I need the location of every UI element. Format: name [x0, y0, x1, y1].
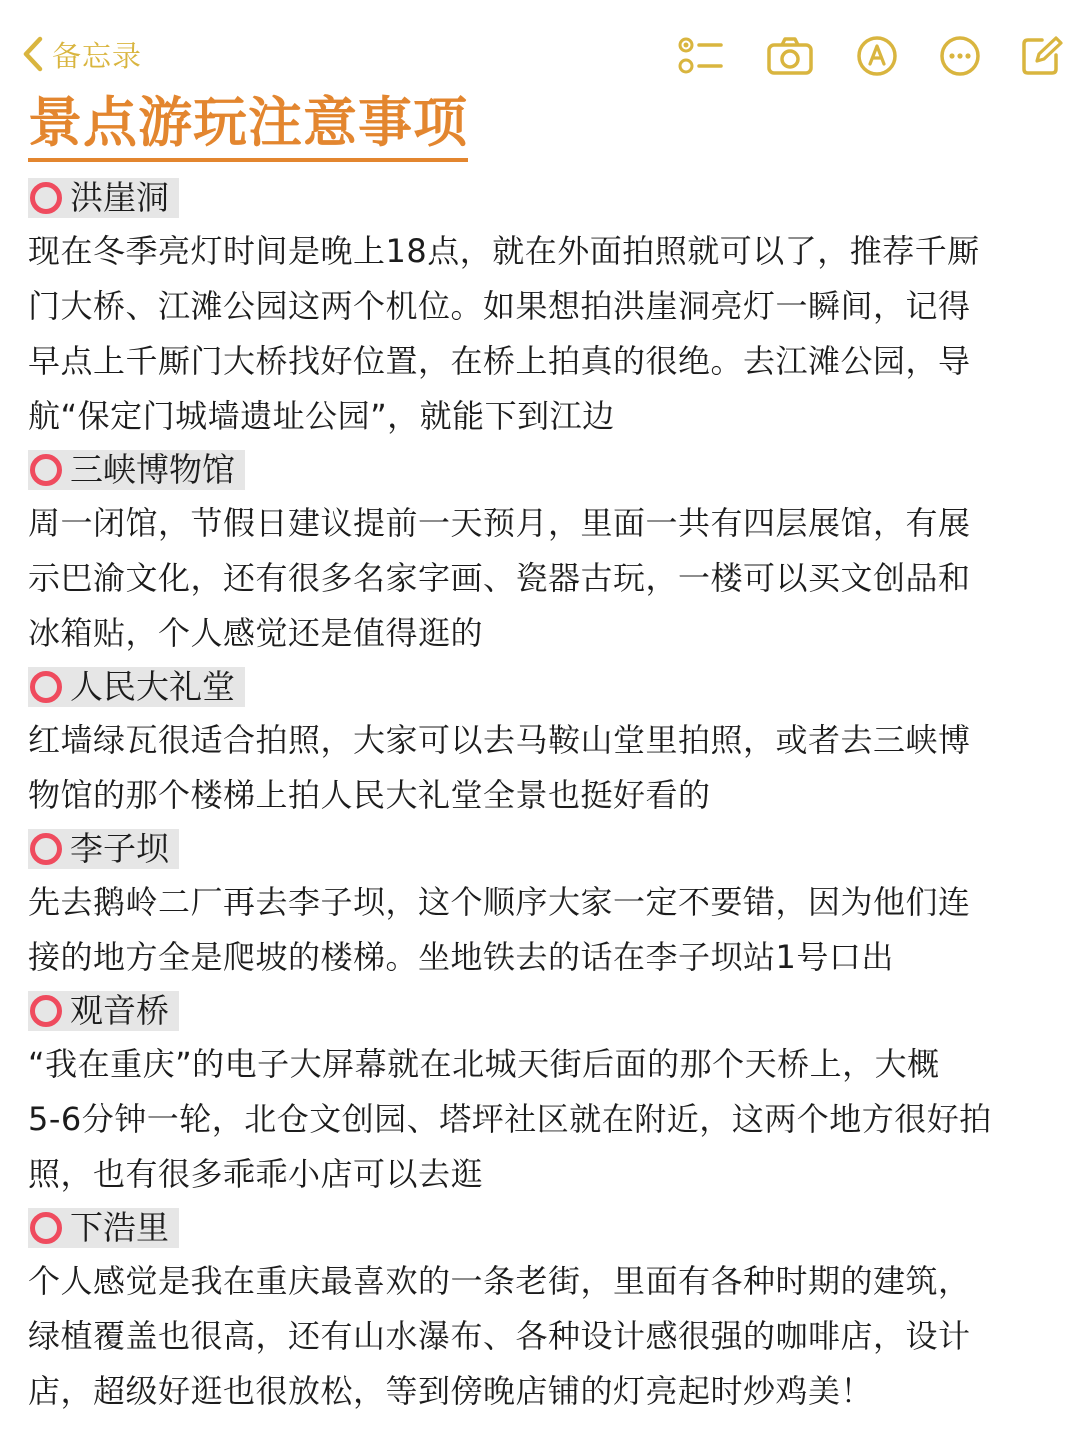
back-label: 备忘录 — [52, 38, 143, 73]
text-line: 周一闭馆，节假日建议提前一天预月，里面一共有四层展馆，有展 — [28, 504, 971, 542]
text-line: 门大桥、江滩公园这两个机位。如果想拍洪崖洞亮灯一瞬间，记得 — [28, 287, 971, 325]
section-title: 三峡博物馆 — [70, 450, 235, 489]
text-line: 先去鹅岭二厂再去李子坝，这个顺序大家一定不要错，因为他们连 — [28, 883, 971, 921]
text-line: 店，超级好逛也很放松，等到傍晚店铺的灯亮起时炒鸡美！ — [28, 1372, 874, 1410]
camera-button[interactable] — [766, 34, 814, 78]
section-hongyadong — [28, 174, 1048, 444]
checklist-button[interactable] — [676, 34, 724, 78]
note-body[interactable] — [28, 90, 1048, 1421]
compose-button[interactable] — [1018, 34, 1066, 78]
section-text — [28, 875, 1048, 985]
section-text — [28, 224, 1048, 444]
text-line: 红墙绿瓦很适合拍照，大家可以去马鞍山堂里拍照，或者去三峡博 — [28, 721, 971, 759]
red-circle-icon — [30, 454, 62, 486]
section-text — [28, 1037, 1048, 1202]
text-line: 5-6分钟一轮，北仓文创园、塔坪社区就在附近，这两个地方很好拍 — [28, 1100, 992, 1138]
section-title: 下浩里 — [70, 1208, 169, 1247]
section-title: 李子坝 — [70, 829, 169, 868]
note-title: 景点游玩注意事项 — [28, 90, 468, 162]
red-circle-icon — [30, 671, 62, 703]
more-icon — [939, 35, 981, 77]
camera-icon — [766, 36, 814, 76]
more-button[interactable] — [936, 34, 984, 78]
compose-icon — [1020, 35, 1064, 77]
top-toolbar — [0, 0, 1080, 100]
red-circle-icon — [30, 1212, 62, 1244]
markup-icon — [856, 35, 898, 77]
section-title: 观音桥 — [70, 991, 169, 1030]
section-header — [28, 829, 179, 869]
back-button[interactable] — [22, 32, 142, 76]
section-liziba — [28, 825, 1048, 985]
text-line: 物馆的那个楼梯上拍人民大礼堂全景也挺好看的 — [28, 776, 711, 814]
text-line: 冰箱贴，个人感觉还是值得逛的 — [28, 614, 484, 652]
red-circle-icon — [30, 182, 62, 214]
text-line: 个人感觉是我在重庆最喜欢的一条老街，里面有各种时期的建筑， — [28, 1262, 971, 1300]
section-text — [28, 713, 1048, 823]
text-line: 接的地方全是爬坡的楼梯。坐地铁去的话在李子坝站1号口出 — [28, 938, 894, 976]
section-header — [28, 178, 179, 218]
chevron-left-icon — [22, 36, 44, 72]
section-header — [28, 667, 245, 707]
red-circle-icon — [30, 995, 62, 1027]
checklist-icon — [677, 36, 723, 76]
text-line: 绿植覆盖也很高，还有山水瀑布、各种设计感很强的咖啡店，设计 — [28, 1317, 971, 1355]
section-three-gorges-museum — [28, 446, 1048, 661]
section-header — [28, 991, 179, 1031]
text-line: 照，也有很多乖乖小店可以去逛 — [28, 1155, 484, 1193]
text-line: 现在冬季亮灯时间是晚上18点，就在外面拍照就可以了，推荐千厮 — [28, 232, 980, 270]
section-header — [28, 450, 245, 490]
text-line: “我在重庆”的电子大屏幕就在北城天街后面的那个天桥上，大概 — [28, 1045, 940, 1083]
section-title: 洪崖洞 — [70, 178, 169, 217]
red-circle-icon — [30, 833, 62, 865]
section-header — [28, 1208, 179, 1248]
text-line: 早点上千厮门大桥找好位置，在桥上拍真的很绝。去江滩公园，导 — [28, 342, 971, 380]
markup-button[interactable] — [853, 34, 901, 78]
section-text — [28, 496, 1048, 661]
section-great-hall — [28, 663, 1048, 823]
text-line: 示巴渝文化，还有很多名家字画、瓷器古玩，一楼可以买文创品和 — [28, 559, 971, 597]
section-text — [28, 1254, 1048, 1419]
text-line: 航“保定门城墙遗址公园”，就能下到江边 — [28, 397, 615, 435]
section-title: 人民大礼堂 — [70, 667, 235, 706]
section-xiahaoli — [28, 1204, 1048, 1419]
section-guanyinqiao — [28, 987, 1048, 1202]
